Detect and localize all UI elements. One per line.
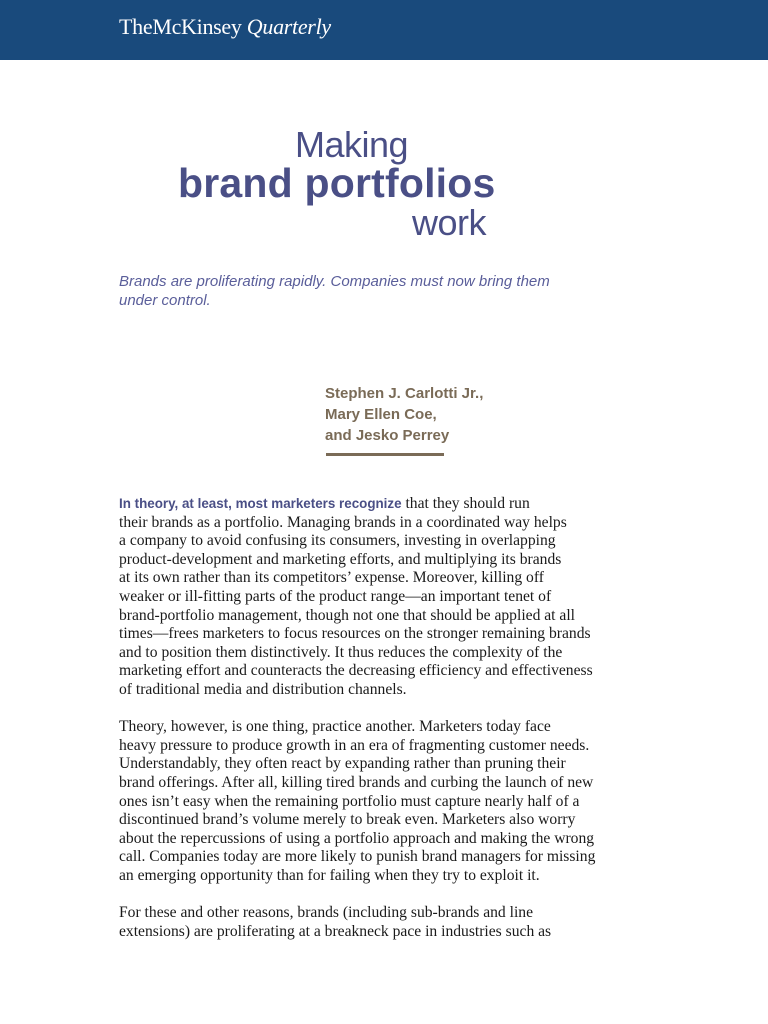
body-line: at its own rather than its competitors’ expense. Moreover, killing off bbox=[119, 569, 544, 587]
body-line: extensions) are proliferating at a breakneck pace in industries such as bbox=[119, 922, 552, 940]
body-line: Understandably, they often react by expanding rather than pruning their bbox=[119, 755, 566, 773]
title-line-work: work bbox=[412, 202, 487, 243]
dek-line: under control. bbox=[119, 292, 211, 309]
body-line: times—frees marketers to focus resources on the stronger remaining brands bbox=[119, 625, 591, 643]
title-line-brand-portfolios: brand portfolios bbox=[178, 160, 496, 206]
body-line: Theory, however, is one thing, practice another. Marketers today face bbox=[119, 718, 551, 736]
body-line: For these and other reasons, brands (including sub-brands and line bbox=[119, 904, 534, 922]
body-paragraph bbox=[119, 495, 684, 700]
body-line: of traditional media and distribution channels. bbox=[119, 680, 407, 698]
lead-line-rest: that they should run bbox=[401, 495, 530, 512]
body-line bbox=[119, 495, 684, 514]
body-line: ones isn’t easy when the remaining portfolio must capture nearly half of a bbox=[119, 792, 580, 810]
dek-line: Brands are proliferating rapidly. Companies must now bring them bbox=[119, 273, 550, 290]
logo-mckinsey: McKinsey bbox=[152, 14, 242, 39]
body-line: call. Companies today are more likely to punish brand managers for missing bbox=[119, 848, 596, 866]
body-line: a company to avoid confusing its consumers, investing in overlapping bbox=[119, 532, 556, 550]
article-dek bbox=[119, 272, 659, 310]
author-name: Mary Ellen Coe, bbox=[325, 406, 437, 423]
article-body bbox=[119, 495, 684, 960]
publication-logo[interactable] bbox=[119, 14, 331, 40]
title-line-making: Making bbox=[295, 124, 409, 165]
body-line: marketing effort and counteracts the decreasing efficiency and effectiveness bbox=[119, 662, 593, 680]
body-line: discontinued brand’s volume merely to break even. Marketers also worry bbox=[119, 811, 576, 829]
body-paragraph bbox=[119, 904, 684, 941]
body-paragraph bbox=[119, 718, 684, 885]
body-line: and to position them distinctively. It thus reduces the complexity of the bbox=[119, 643, 563, 661]
body-line: product-development and marketing efforts, and multiplying its brands bbox=[119, 550, 562, 568]
logo-the: The bbox=[119, 14, 153, 39]
body-line: their brands as a portfolio. Managing brands in a coordinated way helps bbox=[119, 513, 567, 531]
body-line: about the repercussions of using a portfolio approach and making the wrong bbox=[119, 829, 595, 847]
author-list bbox=[325, 383, 483, 446]
author-name: and Jesko Perrey bbox=[325, 427, 450, 444]
logo-quarterly: Quarterly bbox=[246, 14, 331, 39]
body-line: an emerging opportunity than for failing when they try to exploit it. bbox=[119, 866, 540, 884]
masthead-bar bbox=[0, 0, 768, 60]
body-line: heavy pressure to produce growth in an era of fragmenting customer needs. bbox=[119, 736, 590, 754]
body-line: brand-portfolio management, though not one that should be applied at all bbox=[119, 606, 576, 624]
lead-in-text: In theory, at least, most marketers recognize bbox=[119, 496, 402, 511]
body-line: brand offerings. After all, killing tired brands and curbing the launch of new bbox=[119, 773, 594, 791]
author-divider bbox=[326, 453, 444, 456]
body-line: weaker or ill-fitting parts of the product range—an important tenet of bbox=[119, 587, 552, 605]
author-name: Stephen J. Carlotti Jr., bbox=[325, 385, 484, 402]
